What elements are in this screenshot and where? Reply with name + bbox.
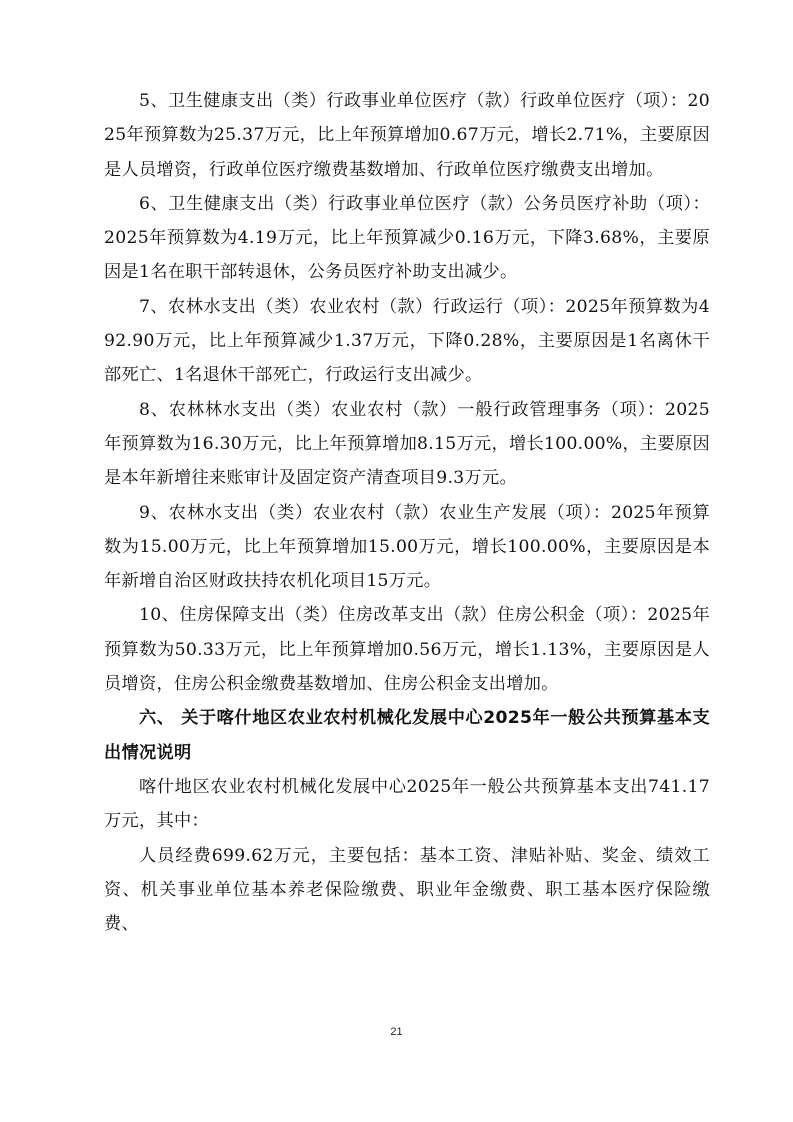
paragraph-item-6: 6、卫生健康支出（类）行政事业单位医疗（款）公务员医疗补助（项）：2025年预算数为4.19万元，比上年预算减少0.16万元，下降3.68%，主要原因是1名在职干部转退休，公务员医疗补助支出减少。 <box>104 193 710 283</box>
personnel-expense-paragraph: 人员经费699.62万元，主要包括：基本工资、津贴补贴、奖金、绩效工资、机关事业单位基本养老保险缴费、职业年金缴费、职工基本医疗保险缴费、 <box>104 845 710 935</box>
page-number: 21 <box>390 1026 403 1038</box>
paragraph-item-5: 5、卫生健康支出（类）行政事业单位医疗（款）行政单位医疗（项）：2025年预算数为25.37万元，比上年预算增加0.67万元，增长2.71%，主要原因是人员增资，行政单位医疗缴费基数增加、行政单位医疗缴费支出增加。 <box>104 91 710 180</box>
section-heading: 六、 关于喀什地区农业农村机械化发展中心2025年一般公共预算基本支出情况说明 <box>104 708 710 763</box>
section-summary-paragraph: 喀什地区农业农村机械化发展中心2025年一般公共预算基本支出741.17万元，其中： <box>104 776 710 832</box>
paragraph-item-8: 8、农林林水支出（类）农业农村（款）一般行政管理事务（项）：2025年预算数为16.30万元，比上年预算增加8.15万元，增长100.00%，主要原因是本年新增往来账审计及固定资产清查项目9.3万元。 <box>104 399 710 489</box>
document-body <box>104 84 710 941</box>
paragraph-item-10: 10、住房保障支出（类）住房改革支出（款）住房公积金（项）：2025年预算数为50.33万元，比上年预算增加0.56万元，增长1.13%，主要原因是人员增资，住房公积金缴费基数增加、住房公积金支出增加。 <box>104 605 710 695</box>
paragraph-item-7: 7、农林水支出（类）农业农村（款）行政运行（项）：2025年预算数为492.90万元，比上年预算减少1.37万元，下降0.28%，主要原因是1名离休干部死亡、1名退休干部死亡，行政运行支出减少。 <box>104 296 710 386</box>
paragraph-item-9: 9、农林水支出（类）农业农村（款）农业生产发展（项）：2025年预算数为15.00万元，比上年预算增加15.00万元，增长100.00%，主要原因是本年新增自治区财政扶持农机化项目15万元。 <box>104 502 710 592</box>
